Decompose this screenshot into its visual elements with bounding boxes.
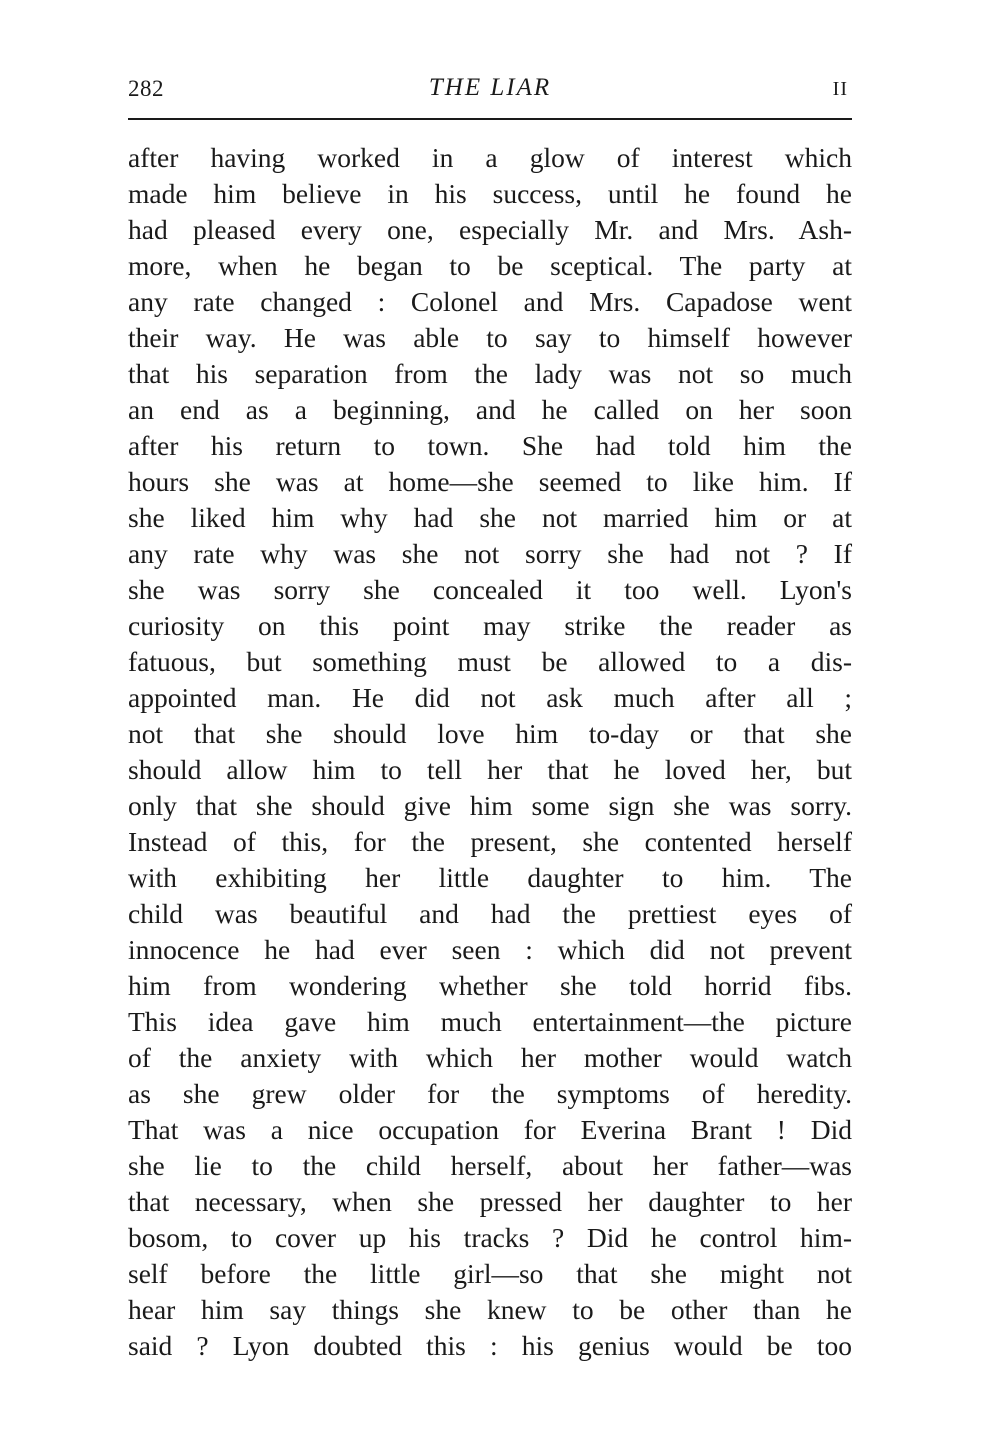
- text-line: bosom, to cover up his tracks ? Did he control him-: [128, 1222, 852, 1253]
- text-line: fatuous, but something must be allowed to a dis-: [128, 646, 852, 677]
- text-line: him from wondering whether she told horrid fibs.: [128, 970, 852, 1001]
- text-line: child was beautiful and had the prettiest eyes of: [128, 898, 852, 929]
- text-line: said ? Lyon doubted this : his genius would be too: [128, 1330, 852, 1361]
- text-line: any rate changed : Colonel and Mrs. Capadose went: [128, 286, 852, 317]
- text-line: after having worked in a glow of interest which: [128, 142, 852, 173]
- page-header: [128, 70, 852, 110]
- text-line: innocence he had ever seen : which did not prevent: [128, 934, 852, 965]
- text-line: as she grew older for the symptoms of heredity.: [128, 1078, 852, 1109]
- text-line: more, when he began to be sceptical. The party at: [128, 250, 852, 281]
- text-line: hear him say things she knew to be other than he: [128, 1294, 852, 1325]
- text-line: not that she should love him to-day or that she: [128, 718, 852, 749]
- running-title: THE LIAR: [428, 74, 552, 101]
- text-line: with exhibiting her little daughter to him. The: [128, 862, 852, 893]
- text-line: This idea gave him much entertainment—the picture: [128, 1006, 852, 1037]
- text-line: hours she was at home—she seemed to like him. If: [128, 466, 852, 497]
- text-line: should allow him to tell her that he loved her, but: [128, 754, 852, 785]
- text-line: self before the little girl—so that she might not: [128, 1258, 852, 1289]
- text-line: she was sorry she concealed it too well. Lyon's: [128, 574, 852, 605]
- chapter-number: II: [832, 78, 848, 100]
- text-line: of the anxiety with which her mother would watch: [128, 1042, 852, 1073]
- text-line: only that she should give him some sign she was sorry.: [128, 790, 852, 821]
- text-line: That was a nice occupation for Everina Brant ! Did: [128, 1114, 852, 1145]
- page-number: 282: [128, 76, 164, 101]
- text-line: after his return to town. She had told him the: [128, 430, 852, 461]
- text-line: made him believe in his success, until he found he: [128, 178, 852, 209]
- text-line: appointed man. He did not ask much after all ;: [128, 682, 852, 713]
- text-line: that his separation from the lady was not so much: [128, 358, 852, 389]
- text-line: an end as a beginning, and he called on her soon: [128, 394, 852, 425]
- text-line: that necessary, when she pressed her daughter to her: [128, 1186, 852, 1217]
- text-line: any rate why was she not sorry she had not ? If: [128, 538, 852, 569]
- text-line: she lie to the child herself, about her father—was: [128, 1150, 852, 1181]
- text-line: curiosity on this point may strike the reader as: [128, 610, 852, 641]
- text-line: their way. He was able to say to himself however: [128, 322, 852, 353]
- text-line: had pleased every one, especially Mr. and Mrs. Ash-: [128, 214, 852, 245]
- text-line: she liked him why had she not married him or at: [128, 502, 852, 533]
- header-rule: [128, 118, 852, 120]
- body-text: [128, 140, 852, 1364]
- text-line: Instead of this, for the present, she contented herself: [128, 826, 852, 857]
